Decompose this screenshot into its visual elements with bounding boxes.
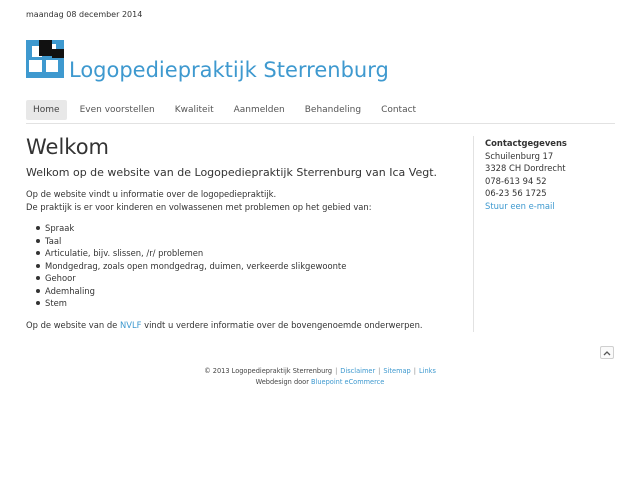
site-logo-icon[interactable] (26, 40, 66, 78)
nav-item-even-voorstellen[interactable]: Even voorstellen (79, 105, 155, 115)
list-item: Stem (36, 297, 456, 310)
sitemap-link[interactable]: Sitemap (383, 367, 411, 375)
outro-text-after: vindt u verdere informatie over de bovengenoemde onderwerpen. (141, 319, 423, 330)
nvlf-link[interactable]: NVLF (120, 319, 142, 330)
contact-street: Schuilenburg 17 (485, 150, 554, 161)
list-item: Articulatie, bijv. slissen, /r/ problemen (36, 247, 456, 260)
footer (0, 366, 640, 388)
site-title[interactable]: Logopediepraktijk Sterrenburg (69, 58, 389, 82)
disclaimer-link[interactable]: Disclaimer (340, 367, 376, 375)
contact-sidebar (485, 137, 567, 212)
sidebar-divider (473, 136, 474, 332)
footer-line-2 (0, 377, 640, 388)
nav-divider (26, 123, 615, 124)
email-link[interactable]: Stuur een e-mail (485, 200, 555, 211)
nav-item-contact[interactable]: Contact (381, 105, 417, 115)
lead-text: Welkom op de website van de Logopediepraktijk Sterrenburg van Ica Vegt. (26, 166, 438, 179)
list-item: Taal (36, 235, 456, 248)
contact-phone-1: 078-613 94 52 (485, 175, 547, 186)
outro-paragraph (26, 319, 456, 332)
webdesign-text: Webdesign door (255, 378, 312, 386)
list-item: Ademhaling (36, 285, 456, 298)
back-to-top-button[interactable] (600, 346, 614, 359)
contact-city: 3328 CH Dordrecht (485, 163, 566, 173)
topics-list (26, 222, 456, 310)
contact-phone-2: 06-23 56 1725 (485, 188, 547, 198)
intro-paragraph-1: Op de website vindt u informatie over de logopediepraktijk. (26, 189, 277, 199)
main-nav (26, 100, 429, 120)
list-item: Mondgedrag, zoals open mondgedrag, duimen, verkeerde slikgewoonte (36, 260, 456, 273)
main-content (26, 134, 456, 331)
list-item: Gehoor (36, 272, 456, 285)
intro-paragraph-2: De praktijk is er voor kinderen en volwassenen met problemen op het gebied van: (26, 201, 372, 212)
nav-item-kwaliteit[interactable]: Kwaliteit (174, 105, 214, 115)
page-title: Welkom (26, 135, 110, 159)
contact-heading: Contactgegevens (485, 138, 567, 148)
chevron-up-icon (603, 350, 611, 356)
footer-line-1 (0, 366, 640, 377)
nav-item-home[interactable]: Home (26, 100, 67, 120)
webdesign-link[interactable]: Bluepoint eCommerce (311, 378, 385, 386)
current-date: maandag 08 december 2014 (26, 10, 143, 19)
copyright-text: © 2013 Logopediepraktijk Sterrenburg (204, 367, 333, 375)
footer-separator: | (335, 367, 338, 375)
outro-text-before: Op de website van de (26, 319, 120, 330)
links-link[interactable]: Links (418, 367, 436, 375)
nav-item-aanmelden[interactable]: Aanmelden (233, 105, 285, 115)
footer-separator: | (413, 367, 416, 375)
list-item: Spraak (36, 222, 456, 235)
nav-item-behandeling[interactable]: Behandeling (304, 105, 362, 115)
footer-separator: | (378, 367, 381, 375)
